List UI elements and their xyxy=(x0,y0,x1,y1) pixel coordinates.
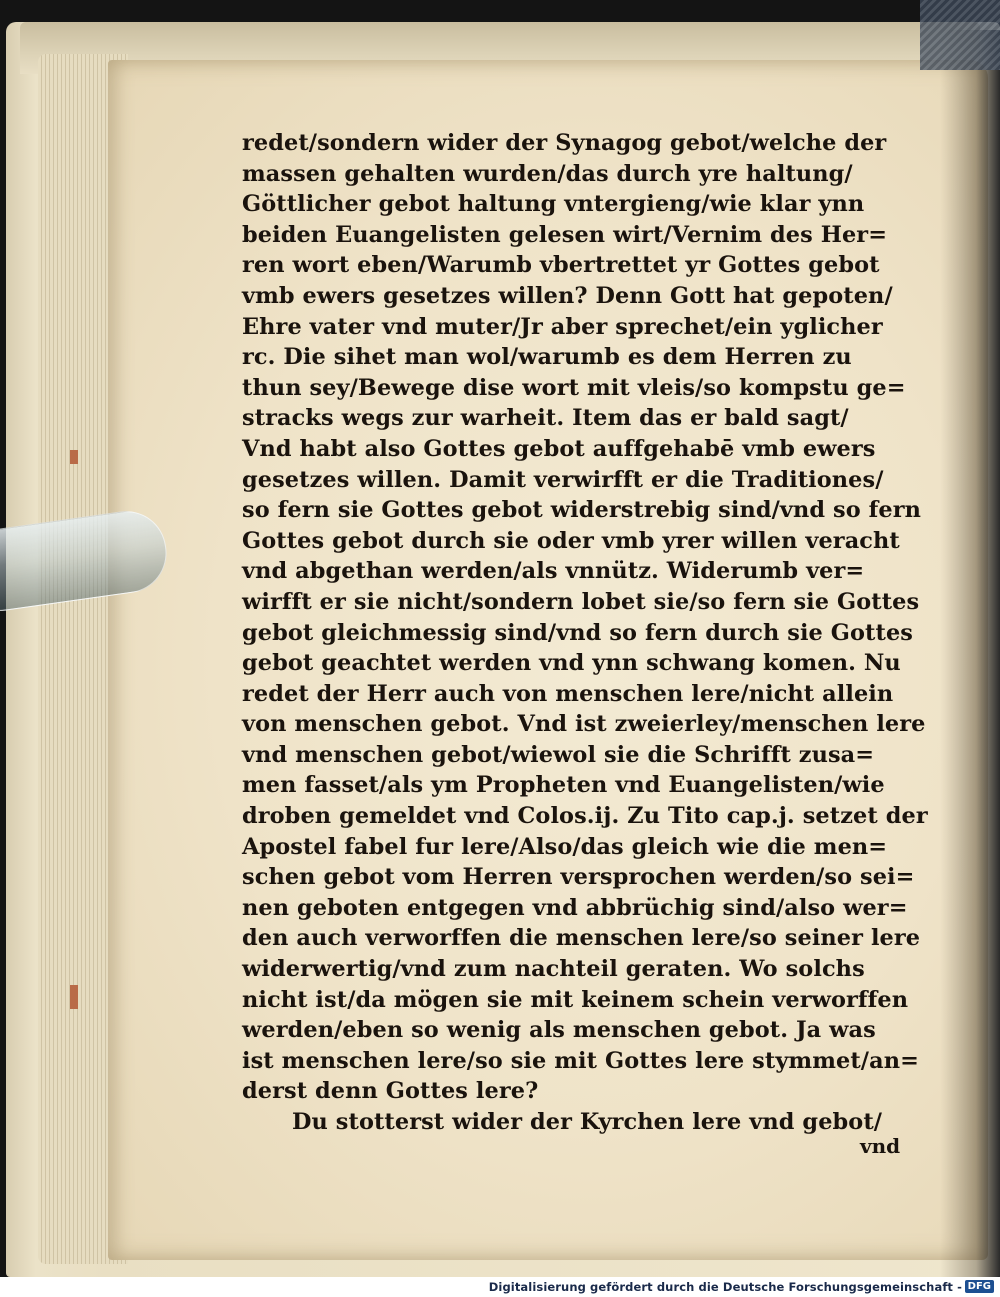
text-line: Ehre vater vnd muter/Jr aber sprechet/ein yglicher xyxy=(242,313,883,340)
text-line: Göttlicher gebot haltung vntergieng/wie klar ynn xyxy=(242,191,865,218)
attribution-footer xyxy=(0,1277,1000,1297)
text-line: Gottes gebot durch sie oder vmb yrer willen veracht xyxy=(242,527,900,554)
text-line: droben gemeldet vnd Colos.ij. Zu Tito cap.j. setzet der xyxy=(242,803,928,830)
text-line: den auch verworffen die menschen lere/so seiner lere xyxy=(242,925,921,952)
text-line: vmb ewers gesetzes willen? Denn Gott hat gepoten/ xyxy=(242,282,893,309)
text-line: gesetzes willen. Damit verwirfft er die Traditiones/ xyxy=(242,466,884,493)
text-line: men fasset/als ym Propheten vnd Euangelisten/wie xyxy=(242,772,885,799)
page-marker xyxy=(70,985,78,1009)
text-line: gebot geachtet werden vnd ynn schwang komen. Nu xyxy=(242,650,901,677)
text-line: stracks wegs zur warheit. Item das er bald sagt/ xyxy=(242,405,849,432)
page-marker xyxy=(70,450,78,464)
text-line: Vnd habt also Gottes gebot auffgehabē vmb ewers xyxy=(242,435,876,462)
text-line: vnd abgethan werden/als vnnütz. Widerumb ver= xyxy=(242,558,865,585)
text-line: ist menschen lere/so sie mit Gottes lere stymmet/an= xyxy=(242,1047,919,1074)
text-line: vnd menschen gebot/wiewol sie die Schrifft zusa= xyxy=(242,741,875,768)
funding-notice: Digitalisierung gefördert durch die Deutsche Forschungsgemeinschaft - xyxy=(488,1280,962,1294)
text-line: nicht ist/da mögen sie mit keinem schein verworffen xyxy=(242,986,909,1013)
page-text xyxy=(242,128,928,1138)
indented-text-line: Du stotterst wider der Kyrchen lere vnd gebot/ xyxy=(292,1109,883,1135)
dfg-logo: DFG xyxy=(965,1280,994,1293)
text-line: schen gebot vom Herren versprochen werden/so sei= xyxy=(242,864,915,891)
text-line: beiden Euangelisten gelesen wirt/Vernim des Her= xyxy=(242,221,888,248)
text-line: von menschen gebot. Vnd ist zweierley/menschen lere xyxy=(242,711,926,738)
text-line: werden/eben so wenig als menschen gebot. Ja was xyxy=(242,1017,876,1044)
text-line: redet der Herr auch von menschen lere/nicht allein xyxy=(242,680,894,707)
text-line: derst denn Gottes lere? xyxy=(242,1078,539,1105)
text-line: ren wort eben/Warumb vbertrettet yr Gottes gebot xyxy=(242,252,880,279)
spine-shadow xyxy=(940,30,1000,1277)
text-line: Apostel fabel fur lere/Also/das gleich wie die men= xyxy=(242,833,888,860)
text-line: wirfft er sie nicht/sondern lobet sie/so fern sie Gottes xyxy=(242,588,920,615)
text-line: gebot gleichmessig sind/vnd so fern durch sie Gottes xyxy=(242,619,913,646)
text-line: so fern sie Gottes gebot widerstrebig sind/vnd so fern xyxy=(242,497,921,524)
text-line: widerwertig/vnd zum nachteil geraten. Wo solchs xyxy=(242,956,865,983)
text-line: massen gehalten wurden/das durch yre haltung/ xyxy=(242,160,853,187)
text-line: thun sey/Bewege dise wort mit vleis/so kompstu ge= xyxy=(242,374,906,401)
text-line: nen geboten entgegen vnd abbrüchig sind/also wer= xyxy=(242,894,908,921)
catchword: vnd xyxy=(860,1134,901,1158)
text-line: redet/sondern wider der Synagog gebot/welche der xyxy=(242,130,887,156)
text-line: rc. Die sihet man wol/warumb es dem Herren zu xyxy=(242,344,852,371)
cover-corner xyxy=(920,0,1000,70)
